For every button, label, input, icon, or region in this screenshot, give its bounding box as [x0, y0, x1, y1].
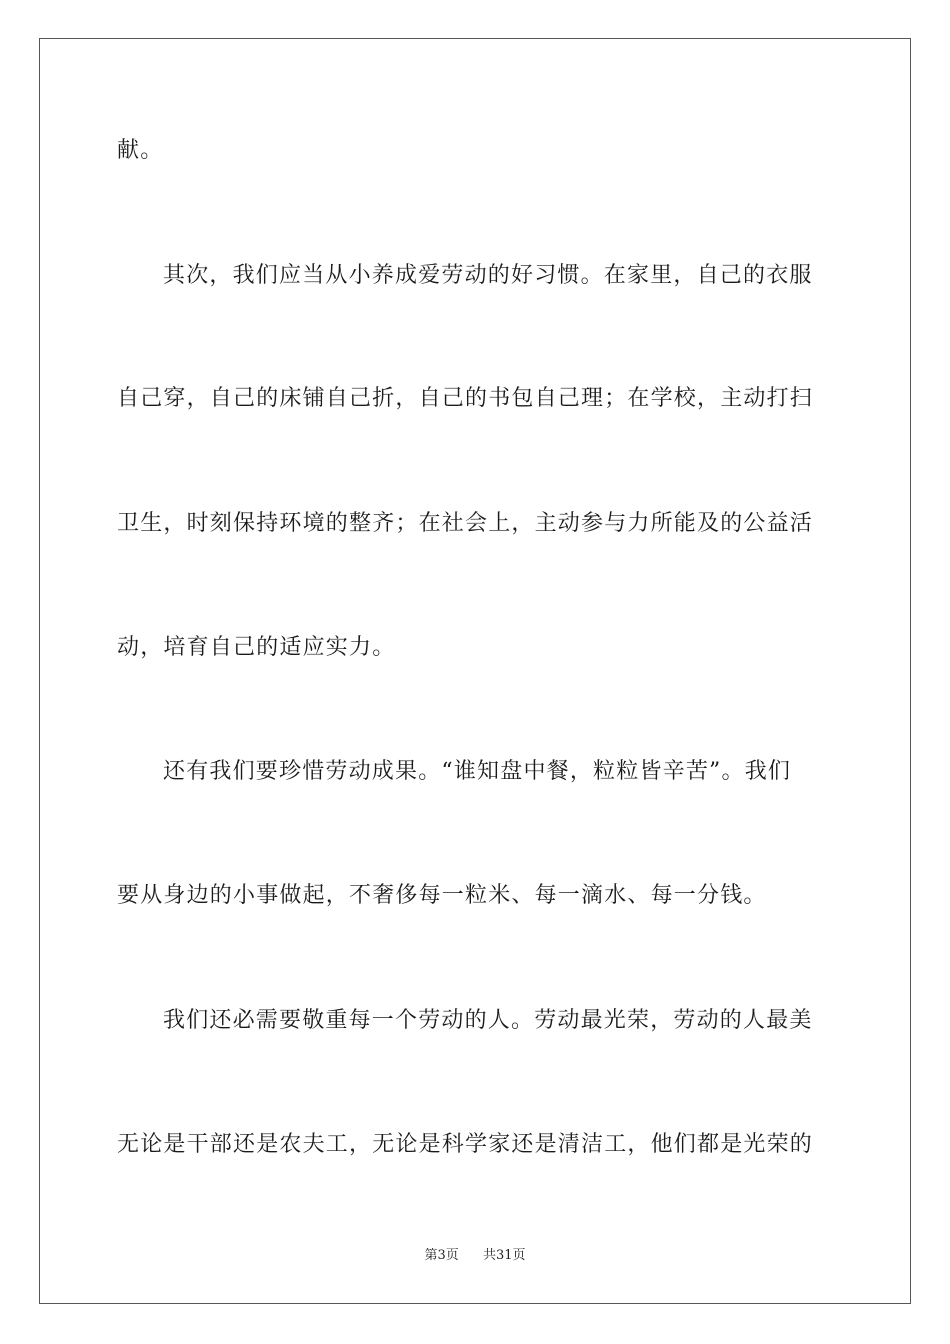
page-total: 共31页	[483, 1248, 526, 1263]
page-border	[39, 38, 911, 1304]
text-line-2: 其次，我们应当从小养成爱劳动的好习惯。在家里，自己的衣服	[163, 263, 813, 288]
page-footer	[0, 1247, 950, 1265]
text-line-6: 还有我们要珍惜劳动成果。“谁知盘中餐，粒粒皆辛苦”。我们	[163, 759, 792, 784]
text-line-5: 动，培育自己的适应实力。	[117, 635, 396, 660]
text-line-8: 我们还必需要敬重每一个劳动的人。劳动最光荣，劳动的人最美	[163, 1008, 813, 1033]
text-line-1: 献。	[117, 138, 164, 163]
text-line-3: 自己穿，自己的床铺自己折，自己的书包自己理；在学校，主动打扫	[117, 386, 814, 411]
page-number: 第3页	[424, 1248, 459, 1263]
text-line-7: 要从身边的小事做起，不奢侈每一粒米、每一滴水、每一分钱。	[117, 883, 767, 908]
text-line-4: 卫生，时刻保持环境的整齐；在社会上，主动参与力所能及的公益活	[117, 511, 814, 536]
text-line-9: 无论是干部还是农夫工，无论是科学家还是清洁工，他们都是光荣的	[117, 1132, 814, 1157]
